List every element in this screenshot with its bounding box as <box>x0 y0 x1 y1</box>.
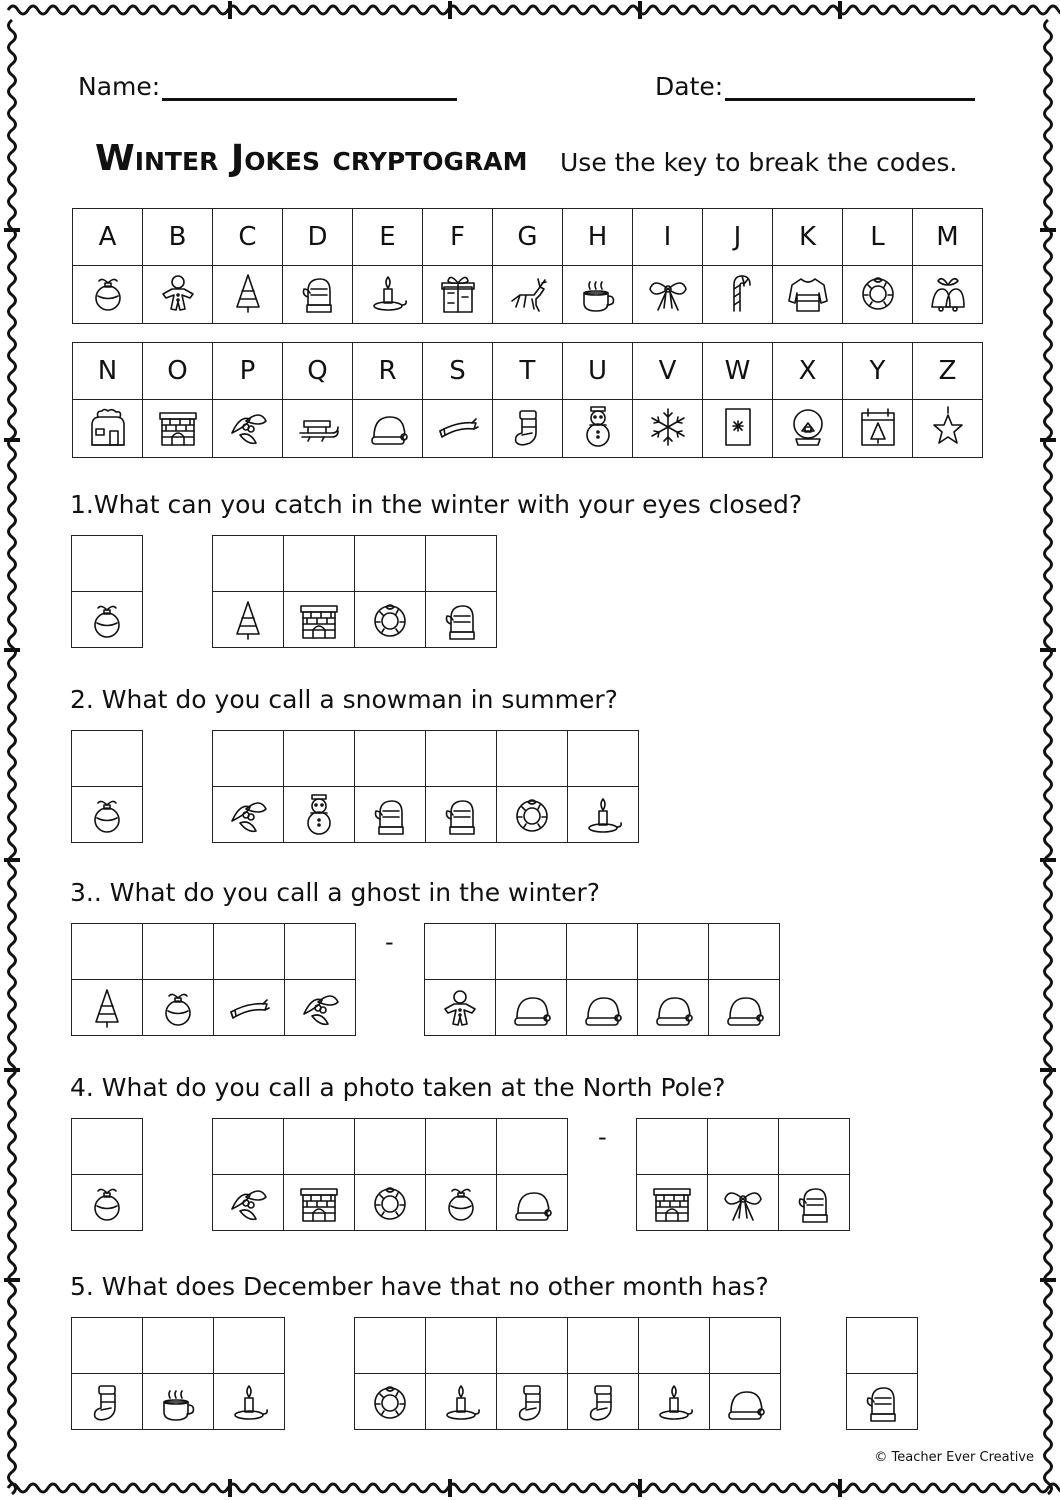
ornament-icon <box>86 271 130 315</box>
answer-cell <box>354 1118 426 1231</box>
answer-cell <box>424 923 496 1036</box>
bow-icon <box>646 271 690 315</box>
code-symbol <box>72 1175 142 1230</box>
answer-input[interactable] <box>355 1119 425 1175</box>
answer-cell <box>637 923 709 1036</box>
name-label: Name: <box>78 72 161 101</box>
key-letter: X <box>773 343 843 400</box>
key-letter: A <box>73 209 143 266</box>
stocking-icon <box>581 1380 625 1424</box>
mitten-icon <box>860 1380 904 1424</box>
code-symbol <box>355 1374 425 1429</box>
answer-cell <box>283 535 355 648</box>
code-symbol <box>568 787 638 842</box>
key-letter: W <box>703 343 773 400</box>
holly-icon <box>226 793 270 837</box>
card-icon <box>716 405 760 449</box>
mitten-icon <box>296 271 340 315</box>
key-letter: O <box>143 343 213 400</box>
answer-cell <box>709 1317 781 1430</box>
key-letter: H <box>563 209 633 266</box>
code-symbol <box>213 592 283 647</box>
question-1-text: 1.What can you catch in the winter with your eyes closed? <box>70 490 803 519</box>
answer-cell <box>567 730 639 843</box>
code-symbol <box>72 592 142 647</box>
date-line[interactable] <box>725 72 975 101</box>
code-symbol <box>709 980 779 1035</box>
key-symbol <box>73 400 143 458</box>
candle-icon <box>581 793 625 837</box>
answer-input[interactable] <box>143 1318 213 1374</box>
answer-input[interactable] <box>213 731 283 787</box>
answer-input[interactable] <box>426 731 496 787</box>
answer-input[interactable] <box>568 731 638 787</box>
question-3-text: 3.. What do you call a ghost in the winter? <box>70 878 601 907</box>
key-letter: C <box>213 209 283 266</box>
answer-cell <box>71 730 143 843</box>
code-symbol <box>355 787 425 842</box>
code-symbol <box>637 1175 707 1230</box>
key-letter: E <box>353 209 423 266</box>
gift-icon <box>436 271 480 315</box>
candle-icon <box>652 1380 696 1424</box>
key-letter: S <box>423 343 493 400</box>
answer-input[interactable] <box>638 924 708 980</box>
answer-word <box>72 535 143 648</box>
key-letter: Z <box>913 343 983 400</box>
answer-cell <box>283 730 355 843</box>
answer-cell <box>708 923 780 1036</box>
key-symbol <box>73 266 143 324</box>
wreath-icon <box>368 1380 412 1424</box>
code-symbol <box>425 980 495 1035</box>
cipher-key-row-1 <box>72 208 983 324</box>
code-symbol <box>426 592 496 647</box>
code-symbol <box>284 787 354 842</box>
answer-input[interactable] <box>497 1119 567 1175</box>
answer-cell <box>638 1317 710 1430</box>
code-symbol <box>426 1374 496 1429</box>
ornament-icon <box>439 1181 483 1225</box>
key-letter: P <box>213 343 283 400</box>
answer-input[interactable] <box>284 731 354 787</box>
holly-icon <box>298 986 342 1030</box>
code-symbol <box>355 1175 425 1230</box>
answer-input[interactable] <box>710 1318 780 1374</box>
answer-input[interactable] <box>285 924 355 980</box>
answer-cell <box>425 1118 497 1231</box>
answer-cell <box>846 1317 918 1430</box>
answer-cell <box>567 1317 639 1430</box>
code-symbol <box>214 980 284 1035</box>
question-4-text: 4. What do you call a photo taken at the North Pole? <box>70 1073 726 1102</box>
key-letter: L <box>843 209 913 266</box>
sweater-icon <box>786 271 830 315</box>
code-symbol <box>710 1374 780 1429</box>
answer-input[interactable] <box>426 1318 496 1374</box>
key-symbol <box>493 400 563 458</box>
answer-cell <box>636 1118 708 1231</box>
answer-cell <box>284 923 356 1036</box>
stocking-icon <box>506 405 550 449</box>
answer-input[interactable] <box>214 1318 284 1374</box>
candy-cane-icon <box>716 271 760 315</box>
key-letter: D <box>283 209 353 266</box>
answer-cell <box>212 535 284 648</box>
reindeer-icon <box>506 271 550 315</box>
house-icon <box>86 405 130 449</box>
key-letter: V <box>633 343 703 400</box>
key-letter: M <box>913 209 983 266</box>
key-letter: N <box>73 343 143 400</box>
answer-input[interactable] <box>214 924 284 980</box>
answer-cell <box>213 1317 285 1430</box>
key-symbol <box>423 400 493 458</box>
answer-word <box>72 730 143 843</box>
code-symbol <box>72 980 142 1035</box>
code-symbol <box>355 592 425 647</box>
tree-icon <box>226 598 270 642</box>
code-symbol <box>214 1374 284 1429</box>
tree-icon <box>226 271 270 315</box>
answer-input[interactable] <box>497 1318 567 1374</box>
key-symbol <box>843 266 913 324</box>
answer-cell <box>566 923 638 1036</box>
bells-icon <box>926 271 970 315</box>
fireplace-icon <box>650 1181 694 1225</box>
answer-input[interactable] <box>213 1119 283 1175</box>
holly-icon <box>226 405 270 449</box>
answer-input[interactable] <box>72 536 142 592</box>
snowglobe-icon <box>786 405 830 449</box>
key-letter: G <box>493 209 563 266</box>
key-symbol <box>633 266 703 324</box>
answer-input[interactable] <box>426 536 496 592</box>
answer-cell <box>707 1118 779 1231</box>
word-separator: - <box>598 1123 607 1151</box>
calendar-icon <box>856 405 900 449</box>
hat-icon <box>722 986 766 1030</box>
key-symbol <box>493 266 563 324</box>
answer-cell <box>213 923 285 1036</box>
mitten-icon <box>439 793 483 837</box>
key-symbol <box>843 400 913 458</box>
answer-cell <box>425 730 497 843</box>
wreath-icon <box>368 598 412 642</box>
answer-cell <box>71 1118 143 1231</box>
mitten-icon <box>368 793 412 837</box>
hat-icon <box>510 1181 554 1225</box>
candle-icon <box>366 271 410 315</box>
answer-word <box>213 1118 568 1231</box>
date-label: Date: <box>655 72 724 101</box>
key-letter: T <box>493 343 563 400</box>
ornament-icon <box>85 793 129 837</box>
answer-input[interactable] <box>72 1318 142 1374</box>
answer-cell <box>354 1317 426 1430</box>
answer-input[interactable] <box>284 1119 354 1175</box>
key-symbol <box>423 266 493 324</box>
answer-cell <box>142 1317 214 1430</box>
bow-icon <box>721 1181 765 1225</box>
code-symbol <box>143 980 213 1035</box>
stocking-icon <box>85 1380 129 1424</box>
code-symbol <box>497 1374 567 1429</box>
code-symbol <box>426 787 496 842</box>
answer-input[interactable] <box>567 924 637 980</box>
code-symbol <box>284 592 354 647</box>
code-symbol <box>567 980 637 1035</box>
key-letter: U <box>563 343 633 400</box>
answer-cell <box>778 1118 850 1231</box>
answer-cell <box>71 923 143 1036</box>
answer-input[interactable] <box>568 1318 638 1374</box>
hat-icon <box>723 1380 767 1424</box>
key-symbol <box>563 266 633 324</box>
gingerbread-icon <box>156 271 200 315</box>
code-symbol <box>497 787 567 842</box>
answer-input[interactable] <box>708 1119 778 1175</box>
fireplace-icon <box>156 405 200 449</box>
code-symbol <box>426 1175 496 1230</box>
answer-input[interactable] <box>143 924 213 980</box>
answer-cell <box>425 1317 497 1430</box>
question-5-text: 5. What does December have that no other month has? <box>70 1272 769 1301</box>
answer-cell <box>425 535 497 648</box>
scarf-icon <box>227 986 271 1030</box>
code-symbol <box>284 1175 354 1230</box>
answer-word <box>72 1118 143 1231</box>
key-symbol <box>703 266 773 324</box>
snowman-icon <box>576 405 620 449</box>
ornament-icon <box>156 986 200 1030</box>
answer-word <box>213 730 639 843</box>
gingerbread-icon <box>438 986 482 1030</box>
answer-input[interactable] <box>709 924 779 980</box>
answer-input[interactable] <box>497 731 567 787</box>
tree-icon <box>85 986 129 1030</box>
answer-input[interactable] <box>72 924 142 980</box>
code-symbol <box>72 787 142 842</box>
snowflake-icon <box>646 405 690 449</box>
answer-word <box>213 535 497 648</box>
cipher-key-row-2 <box>72 342 983 458</box>
code-symbol <box>285 980 355 1035</box>
key-letter: Y <box>843 343 913 400</box>
key-symbol <box>353 266 423 324</box>
answer-cell <box>354 535 426 648</box>
answer-input[interactable] <box>355 731 425 787</box>
answer-input[interactable] <box>639 1318 709 1374</box>
name-line[interactable] <box>162 72 457 101</box>
code-symbol <box>213 787 283 842</box>
code-symbol <box>143 1374 213 1429</box>
key-symbol <box>773 266 843 324</box>
answer-input[interactable] <box>355 1318 425 1374</box>
code-symbol <box>568 1374 638 1429</box>
hat-icon <box>651 986 695 1030</box>
code-symbol <box>497 1175 567 1230</box>
word-separator: - <box>385 928 394 956</box>
key-letter: R <box>353 343 423 400</box>
answer-input[interactable] <box>213 536 283 592</box>
key-symbol <box>213 266 283 324</box>
answer-input[interactable] <box>847 1318 917 1374</box>
star-icon <box>926 405 970 449</box>
key-symbol <box>213 400 283 458</box>
answer-cell <box>354 730 426 843</box>
answer-input[interactable] <box>426 1119 496 1175</box>
answer-cell <box>71 1317 143 1430</box>
answer-input[interactable] <box>425 924 495 980</box>
fireplace-icon <box>297 1181 341 1225</box>
hat-icon <box>509 986 553 1030</box>
key-symbol <box>633 400 703 458</box>
fireplace-icon <box>297 598 341 642</box>
code-symbol <box>639 1374 709 1429</box>
wreath-icon <box>856 271 900 315</box>
key-symbol <box>703 400 773 458</box>
answer-input[interactable] <box>637 1119 707 1175</box>
cocoa-icon <box>576 271 620 315</box>
answer-input[interactable] <box>284 536 354 592</box>
code-symbol <box>72 1374 142 1429</box>
date-field[interactable] <box>655 72 975 101</box>
key-symbol <box>353 400 423 458</box>
snowman-icon <box>297 793 341 837</box>
wreath-icon <box>510 793 554 837</box>
answer-word <box>72 1317 285 1430</box>
answer-word <box>355 1317 781 1430</box>
answer-input[interactable] <box>72 731 142 787</box>
key-symbol <box>283 266 353 324</box>
answer-cell <box>283 1118 355 1231</box>
answer-word <box>847 1317 918 1430</box>
answer-word <box>72 923 356 1036</box>
answer-word <box>637 1118 850 1231</box>
answer-word <box>425 923 780 1036</box>
answer-cell <box>496 1118 568 1231</box>
answer-cell <box>212 1118 284 1231</box>
page-title: Winter Jokes cryptogram <box>95 138 528 179</box>
code-symbol <box>779 1175 849 1230</box>
answer-cell <box>495 923 567 1036</box>
answer-cell <box>71 535 143 648</box>
ornament-icon <box>85 598 129 642</box>
candle-icon <box>227 1380 271 1424</box>
stocking-icon <box>510 1380 554 1424</box>
answer-input[interactable] <box>72 1119 142 1175</box>
answer-cell <box>496 1317 568 1430</box>
scarf-icon <box>436 405 480 449</box>
key-letter: B <box>143 209 213 266</box>
code-symbol <box>708 1175 778 1230</box>
answer-cell <box>142 923 214 1036</box>
key-symbol <box>143 400 213 458</box>
hat-icon <box>580 986 624 1030</box>
ornament-icon <box>85 1181 129 1225</box>
copyright-credit: © Teacher Ever Creative <box>874 1450 1034 1465</box>
key-symbol <box>773 400 843 458</box>
code-symbol <box>213 1175 283 1230</box>
name-field[interactable] <box>78 72 457 101</box>
answer-input[interactable] <box>496 924 566 980</box>
answer-input[interactable] <box>779 1119 849 1175</box>
mitten-icon <box>439 598 483 642</box>
key-symbol <box>913 400 983 458</box>
code-symbol <box>496 980 566 1035</box>
code-symbol <box>847 1374 917 1429</box>
answer-cell <box>496 730 568 843</box>
key-letter: I <box>633 209 703 266</box>
cocoa-icon <box>156 1380 200 1424</box>
key-symbol <box>283 400 353 458</box>
answer-cell <box>212 730 284 843</box>
wreath-icon <box>368 1181 412 1225</box>
key-letter: F <box>423 209 493 266</box>
instruction-text: Use the key to break the codes. <box>560 148 958 177</box>
key-letter: J <box>703 209 773 266</box>
hat-icon <box>366 405 410 449</box>
code-symbol <box>638 980 708 1035</box>
key-letter: K <box>773 209 843 266</box>
key-symbol <box>143 266 213 324</box>
candle-icon <box>439 1380 483 1424</box>
key-letter: Q <box>283 343 353 400</box>
answer-input[interactable] <box>355 536 425 592</box>
key-symbol <box>563 400 633 458</box>
key-symbol <box>913 266 983 324</box>
sled-icon <box>296 405 340 449</box>
question-2-text: 2. What do you call a snowman in summer? <box>70 685 618 714</box>
holly-icon <box>226 1181 270 1225</box>
mitten-icon <box>792 1181 836 1225</box>
